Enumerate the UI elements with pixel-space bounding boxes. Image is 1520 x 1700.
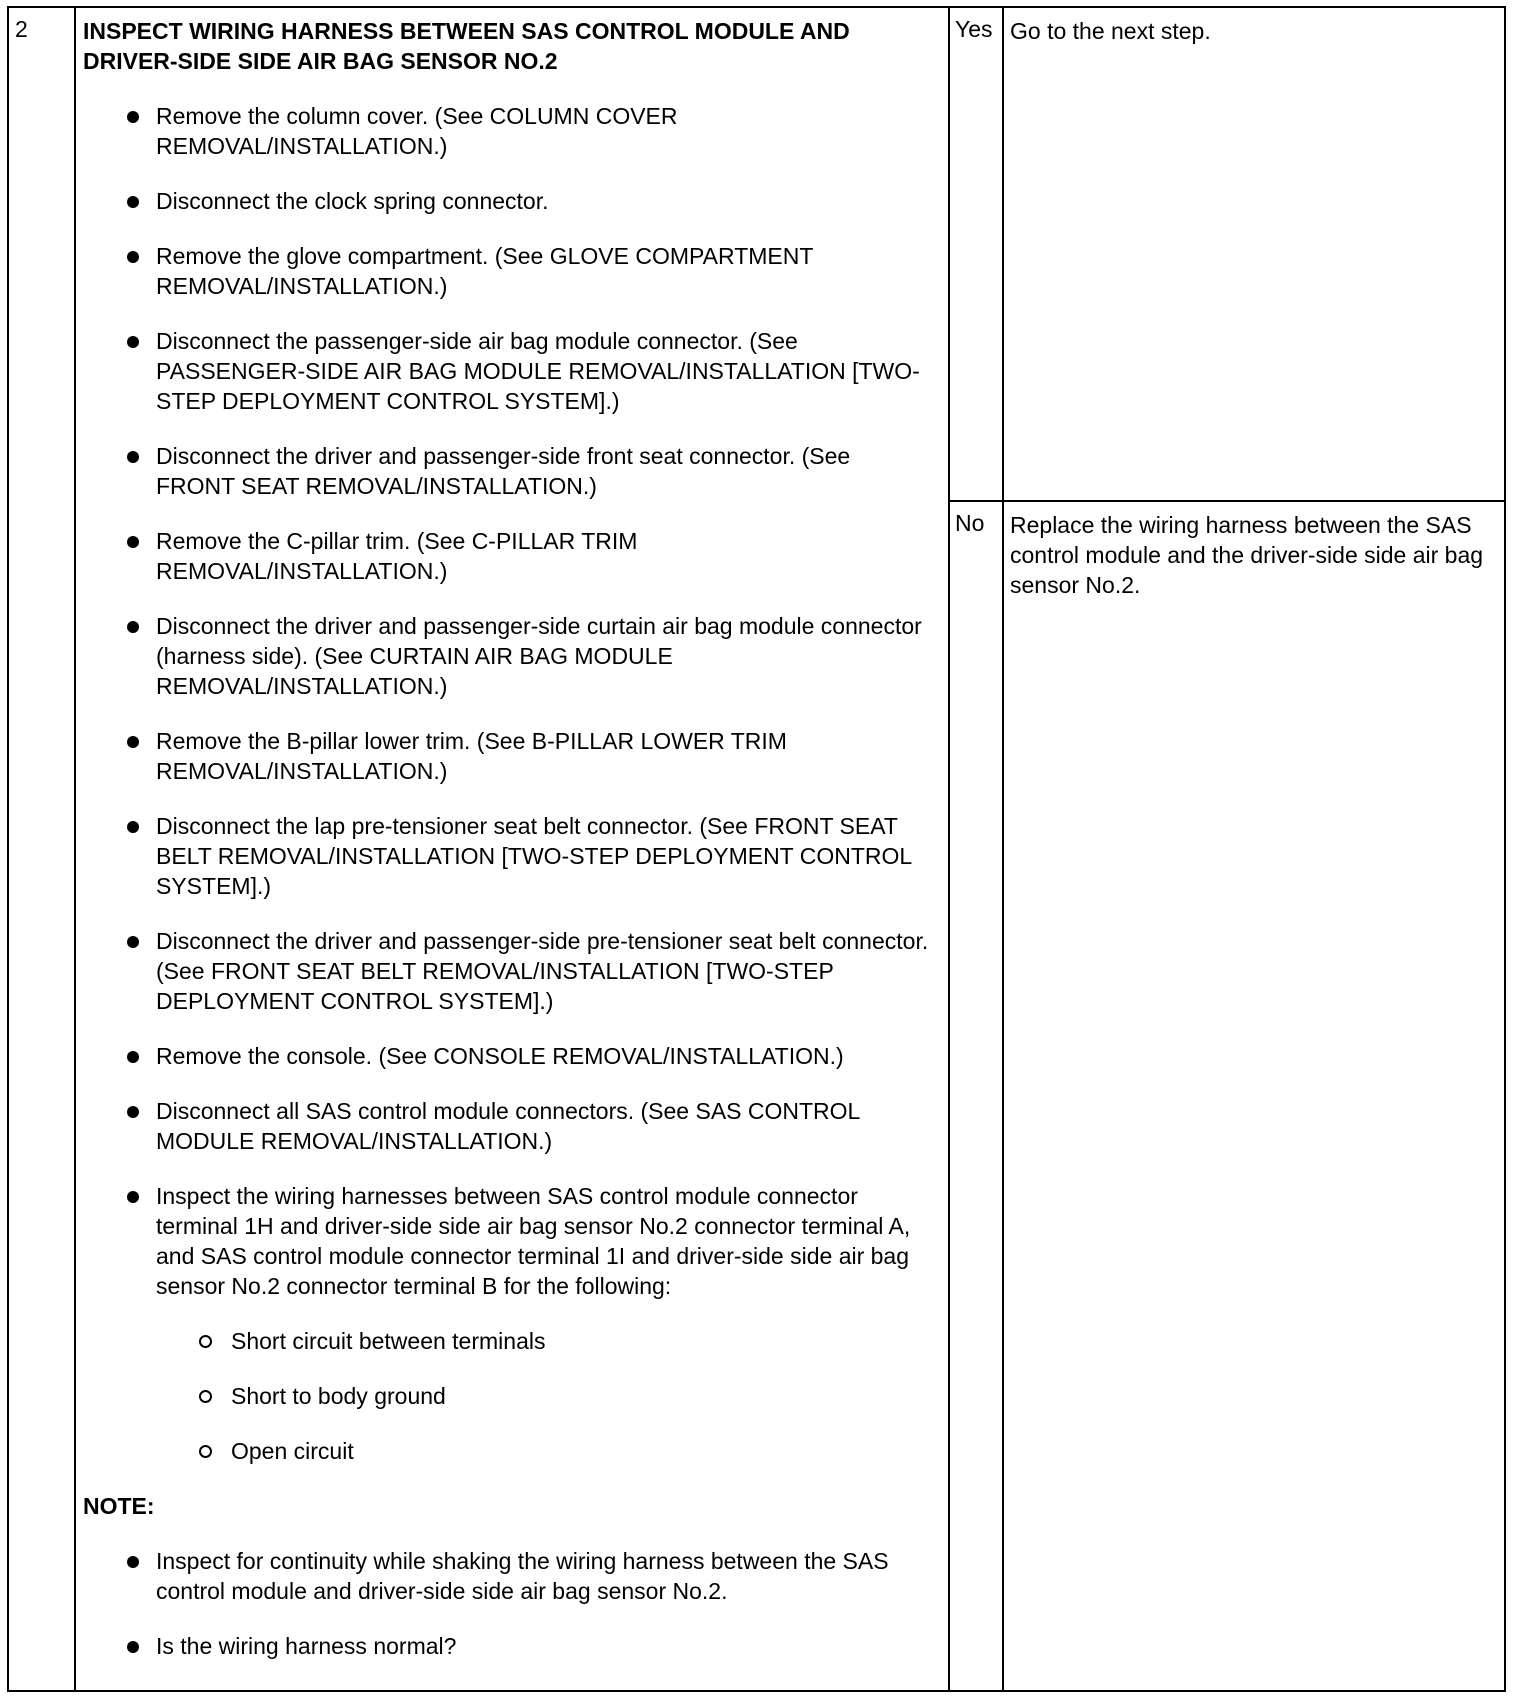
action-item: [76, 811, 948, 901]
note-text: Is the wiring harness normal?: [156, 1633, 457, 1659]
bullet-icon: [127, 1556, 139, 1568]
action-item: [76, 526, 948, 586]
circle-bullet-icon: [199, 1390, 212, 1403]
action-item: [76, 1181, 948, 1301]
bullet-icon: [127, 536, 139, 548]
condition-text: Open circuit: [231, 1438, 354, 1464]
note-text: Inspect for continuity while shaking the wiring harness between the SAS control module and driver-side side air bag sensor No.2.: [156, 1548, 889, 1604]
procedure-table: [7, 6, 1506, 1692]
action-item: [76, 186, 948, 216]
condition-text: Short circuit between terminals: [231, 1328, 546, 1354]
no-action: Replace the wiring harness between the SAS control module and the driver-side side air bag sensor No.2.: [1010, 512, 1484, 598]
action-item: [76, 441, 948, 501]
condition-list: [76, 1326, 948, 1466]
action-text: Remove the C-pillar trim. (See C-PILLAR TRIM REMOVAL/INSTALLATION.): [156, 528, 638, 584]
action-text: Remove the console. (See CONSOLE REMOVAL/INSTALLATION.): [156, 1043, 844, 1069]
circle-bullet-icon: [199, 1445, 212, 1458]
bullet-icon: [127, 336, 139, 348]
yes-label-cell: [949, 7, 1003, 501]
yes-label: Yes: [955, 16, 993, 42]
action-item: [76, 101, 948, 161]
bullet-icon: [127, 1641, 139, 1653]
action-text: Remove the column cover. (See COLUMN COVER REMOVAL/INSTALLATION.): [156, 103, 678, 159]
action-text: Remove the B-pillar lower trim. (See B-PILLAR LOWER TRIM REMOVAL/INSTALLATION.): [156, 728, 787, 784]
result-row-yes: [8, 7, 1505, 501]
note-label: NOTE:: [83, 1493, 155, 1519]
action-item: [76, 326, 948, 416]
condition-text: Short to body ground: [231, 1383, 446, 1409]
action-text: Disconnect the passenger-side air bag module connector. (See PASSENGER-SIDE AIR BAG MODULE REMOVAL/INSTALLATION [TWO-STEP DEPLOYMENT CONTROL SYSTEM].): [156, 328, 920, 414]
no-label: No: [955, 510, 985, 536]
action-item: [76, 241, 948, 301]
bullet-icon: [127, 451, 139, 463]
note-item: [76, 1631, 948, 1661]
action-text: Remove the glove compartment. (See GLOVE COMPARTMENT REMOVAL/INSTALLATION.): [156, 243, 814, 299]
action-item: [76, 726, 948, 786]
action-text: Disconnect the driver and passenger-side curtain air bag module connector (harness side). (See CURTAIN AIR BAG MODULE REMOVAL/INSTALLATION.): [156, 613, 922, 699]
condition-item: [76, 1381, 948, 1411]
action-item: [76, 926, 948, 1016]
note-list: [76, 1546, 948, 1661]
bullet-icon: [127, 251, 139, 263]
action-text: Disconnect the lap pre-tensioner seat belt connector. (See FRONT SEAT BELT REMOVAL/INSTALLATION [TWO-STEP DEPLOYMENT CONTROL SYSTEM].): [156, 813, 912, 899]
bullet-icon: [127, 936, 139, 948]
circle-bullet-icon: [199, 1335, 212, 1348]
step-number-cell: [8, 7, 75, 1691]
bullet-icon: [127, 736, 139, 748]
step-number: 2: [15, 16, 28, 42]
action-text: Disconnect the driver and passenger-side pre-tensioner seat belt connector. (See FRONT SEAT BELT REMOVAL/INSTALLATION [TWO-STEP DEPLOYMENT CONTROL SYSTEM].): [156, 928, 929, 1014]
bullet-icon: [127, 1191, 139, 1203]
note-item: [76, 1546, 948, 1606]
no-label-cell: [949, 501, 1003, 1691]
yes-action: Go to the next step.: [1010, 18, 1211, 44]
action-text: Disconnect the clock spring connector.: [156, 188, 549, 214]
action-text: Disconnect all SAS control module connectors. (See SAS CONTROL MODULE REMOVAL/INSTALLATION.): [156, 1098, 860, 1154]
bullet-icon: [127, 1051, 139, 1063]
yes-action-cell: [1003, 7, 1505, 501]
action-item: [76, 1041, 948, 1071]
step-title: INSPECT WIRING HARNESS BETWEEN SAS CONTROL MODULE AND DRIVER-SIDE SIDE AIR BAG SENSOR NO.2: [83, 18, 850, 74]
bullet-icon: [127, 196, 139, 208]
bullet-icon: [127, 821, 139, 833]
action-text: Disconnect the driver and passenger-side front seat connector. (See FRONT SEAT REMOVAL/INSTALLATION.): [156, 443, 851, 499]
bullet-icon: [127, 1106, 139, 1118]
condition-item: [76, 1326, 948, 1356]
step-action-cell: [75, 7, 949, 1691]
action-list: [76, 101, 948, 1301]
action-text: Inspect the wiring harnesses between SAS control module connector terminal 1H and driver-side side air bag sensor No.2 connector terminal A, and SAS control module connector terminal 1I and driver-side side air bag sensor No.2 connector terminal B for the following:: [156, 1183, 911, 1299]
action-item: [76, 611, 948, 701]
action-item: [76, 1096, 948, 1156]
no-action-cell: [1003, 501, 1505, 1691]
bullet-icon: [127, 621, 139, 633]
bullet-icon: [127, 111, 139, 123]
condition-item: [76, 1436, 948, 1466]
